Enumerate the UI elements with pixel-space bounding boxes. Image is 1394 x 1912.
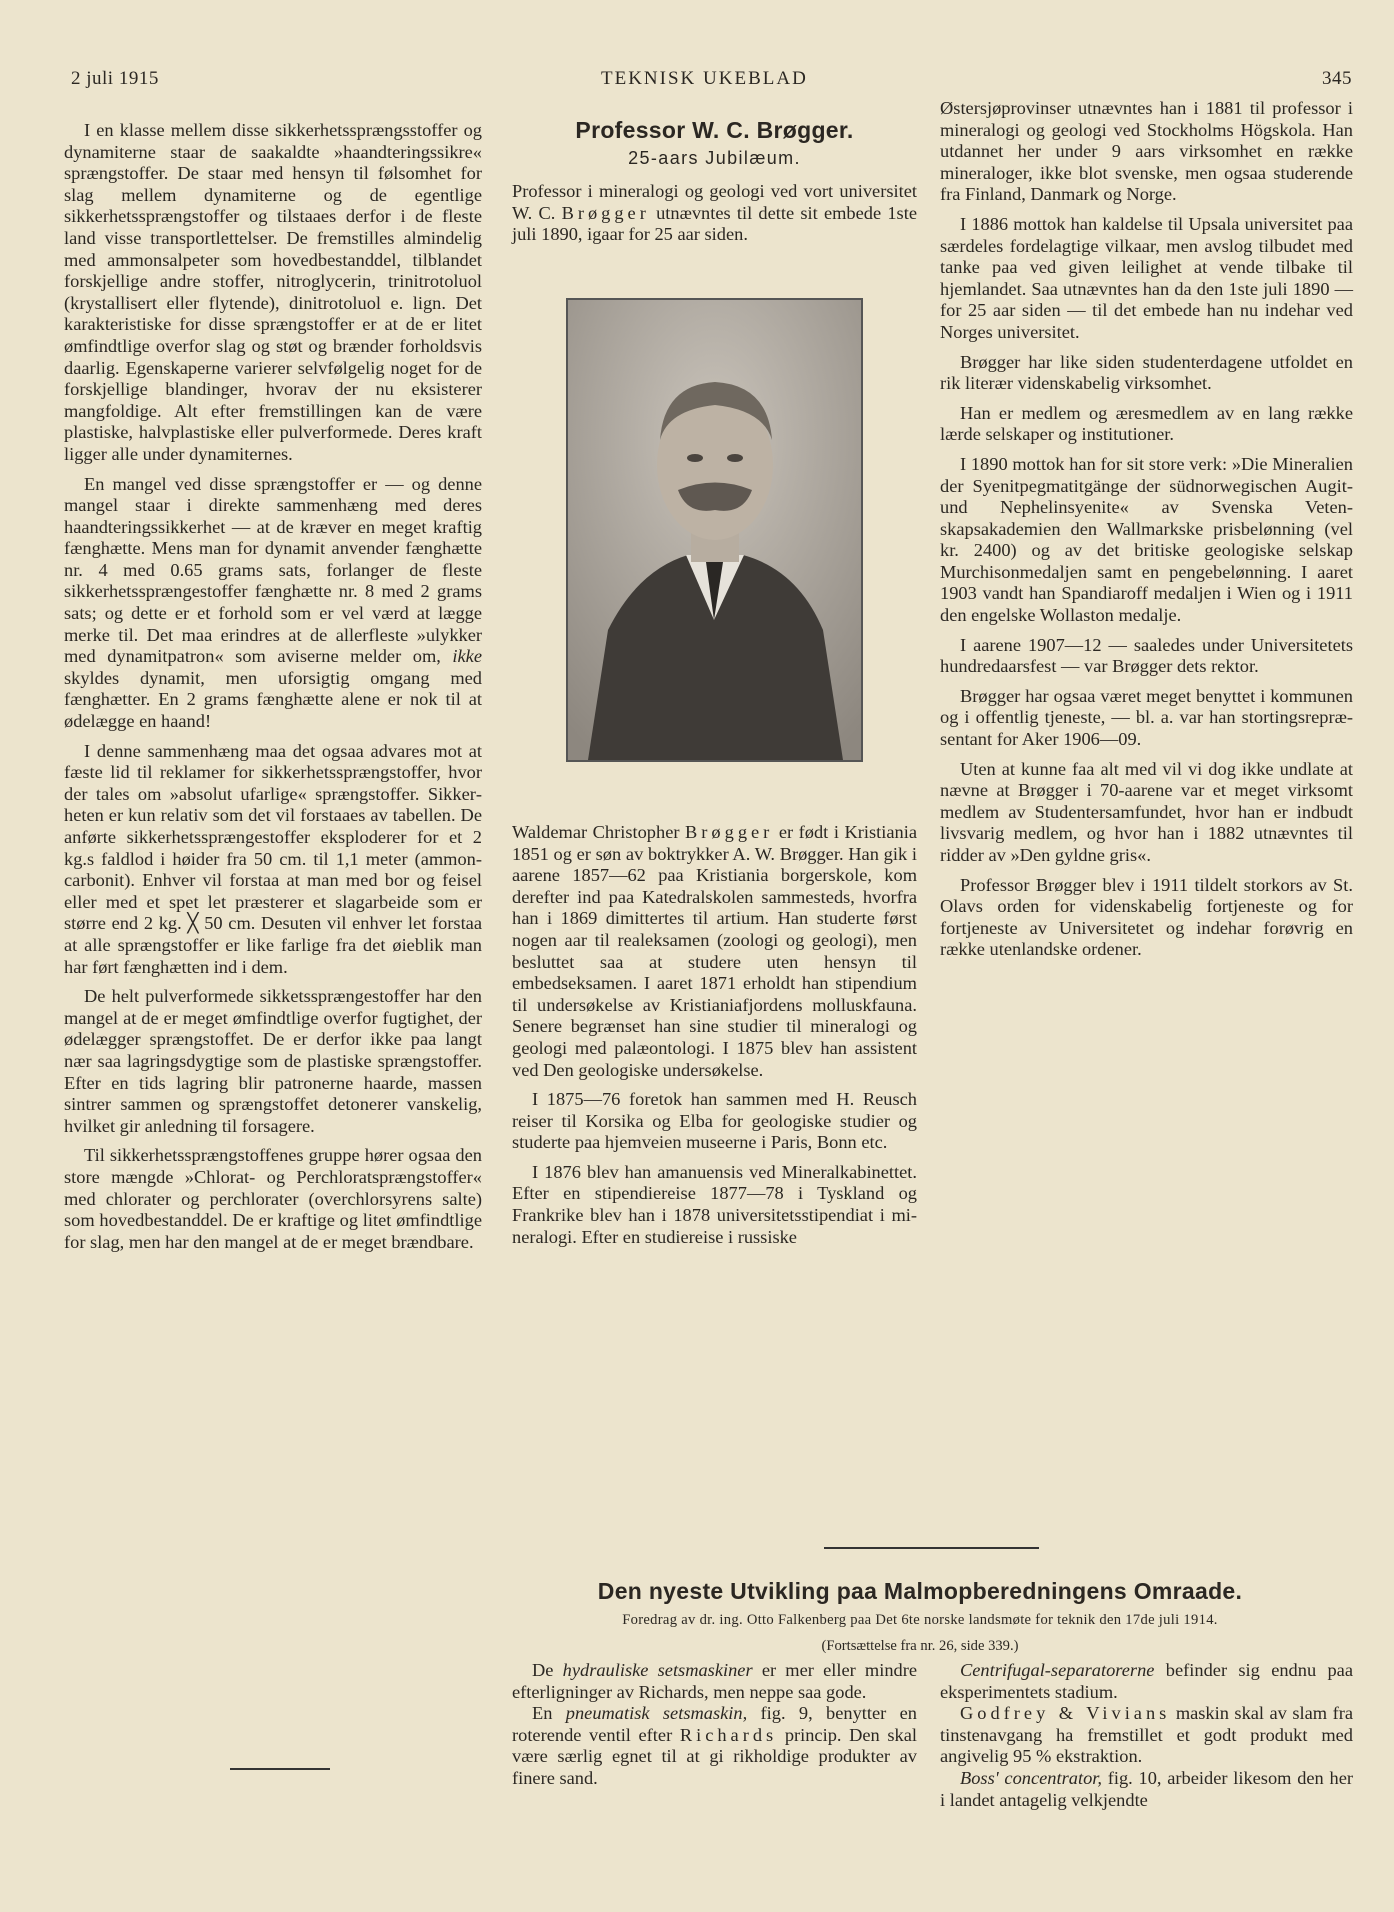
paragraph: I aarene 1907—12 — saaledes under Universitetets hundredaarsfest — var Brøgger dets rektor. — [940, 634, 1353, 677]
paragraph: Centrifugal-separatorerne befinder sig endnu paa eksperimentets stadium. — [940, 1660, 1353, 1702]
column-end-rule — [230, 1768, 330, 1770]
right-column — [940, 98, 1353, 969]
paragraph: Waldemar Christopher Brøgger er født i Kristiania 1851 og er søn av boktrykker A. W. Brøgger. Han gik i aarene 1857—62 paa Kristiania borgerskole, kom derefter ind paa Katedralskolen sammesteds, hvorfra han i 1869 dimittertes til artium. Han studerte først nogen aar til realeksamen (zoologi og geologi), men besluttet saa at studere uten hensyn til embedseksamen. I aaret 1871 erholdt han stipendium til undersøkelse av Kristianiafjordens molluskfauna. Senere begrænset han sine studier til mineralogi og geologi med palæontologi. I 1875 blev han assistent ved Den geologiske undersøkelse. — [512, 821, 917, 1080]
paragraph: I 1876 blev han amanuensis ved Mineralkabinettet. Efter en stipendiereise 1877—78 i Tyskland og Frankrike blev han i 1878 universitetsstipendiat i mineralogi. Efter en studiereise i russiske — [512, 1161, 917, 1247]
article-lead: Professor i mineralogi og geologi ved vort universitet W. C. Brøgger utnævntes til dette sit embede 1ste juli 1890, igaar for 25 aar siden. — [512, 181, 917, 245]
paragraph: I 1875—76 foretok han sammen med H. Reusch reiser til Korsika og Elba for geologiske studier og studerte paa hjemveien museerne i Paris, Bonn etc. — [512, 1089, 917, 1153]
paragraph: Professor Brøgger blev i 1911 tildelt storkors av St. Olavs orden for videnskabelig fortjeneste og for fortjeneste av Universitetet og indehar forøvrig en række utenlandske ordener. — [940, 874, 1353, 960]
bottom-right-column — [940, 1660, 1353, 1811]
bottom-left-column — [512, 1660, 917, 1790]
portrait-illustration — [568, 300, 861, 760]
page-number: 345 — [1322, 68, 1352, 89]
paragraph: I 1886 mottok han kaldelse til Upsala universitet paa særdeles fordelagtige vilkaar, men avslog tilbudet med tanke paa ved given leilighet at vende tilbake til hjemlandet. Saa utnævntes han da den 1ste juli 1890 — for 25 aar siden — til det embede han nu indehar ved Norges universitet. — [940, 213, 1353, 342]
paragraph: Godfrey & Vivians maskin skal av slam fra tinstenavgang ha fremstillet et godt produkt med angivelig 95 % ekstraktion. — [940, 1703, 1353, 1767]
portrait-photo — [566, 298, 863, 762]
paragraph: Til sikkerhetssprængstoffenes gruppe hører ogsaa den store mængde »Chlorat- og Perchloratsprængstoffer« med chlorater og perchlorater (overchlorsyrens salte) som hovedbestanddel. De er kraftige og litet ømfindtlige for slag, men har den mangel at de er meget brændbare. — [64, 1145, 482, 1252]
bottom-article-title: Den nyeste Utvikling paa Malmopberedningens Omraade. — [597, 1578, 1243, 1604]
paragraph: De helt pulverformede sikketssprængestoffer har den mangel at de er meget ømfindtlige overfor fugtighet, der ødelægger sprængstoffet. De er derfor ikke paa langt nær saa lagringsdygtige som de plastiske sprængstoffer. Efter en tids lagring blir patronerne haarde, massen sintrer sammen og sprængstoffet detonerer vanskelig, hvilket gir anledning til forsagere. — [64, 986, 482, 1136]
paragraph: I 1890 mottok han for sit store verk: »Die Mineralien der Syenitpegmatitgänge der südnorwegischen Augit- und Nephelinsyenite« av Svenska Vetenskapsakademien den Wallmarkske prisbelønning (vel kr. 2400) og av det britiske geologiske selskap Murchisonmedaljen samt en pengebelønning. I aaret 1903 vandt han Spandiaroff medaljen i Wien og i 1911 den engelske Wollaston medalje. — [940, 453, 1353, 626]
paragraph: En pneumatisk setsmaskin, fig. 9, benytter en roterende ventil efter Richards princip. Den skal være særlig egnet til at gi rikholdige produkter av finere sand. — [512, 1703, 917, 1788]
left-column — [64, 120, 482, 1261]
paragraph: I en klasse mellem disse sikkerhetssprængsstoffer og dynamiterne staar de saakaldte »haandteringssikre« sprængstoffer. De staar med hensyn til følsomhet for slag mellem dynamiterne og de egentlige sikkerhetssprængstoffer og tilstaaes derfor i de fleste land visse transportlettelser. De fremstilles almindelig med ammonsalpeter som hovedbestanddel, tilblandet forskjellige andre stoffer, nitroglycerin, trinitrotoluol (krystallisert eller flytende), dinitrotoluol e. lign. Det karakteristiske for disse sprængstoffer er at de er litet ømfindtlige overfor slag og støt og brænder forholdsvis daarlig. Egenskaperne varierer selvfølgelig noget for de forskjellige blandinger, hvorav der nu eksisterer mangfoldige. Alt efter fremstillingen kan de være plastiske, halvplastiske eller pulverformede. Deres kraft ligger alle under dynamiternes. — [64, 120, 482, 464]
section-divider — [824, 1547, 1039, 1549]
continuation-note: (Fortsættelse fra nr. 26, side 339.) — [821, 1638, 1019, 1654]
paragraph: I denne sammenhæng maa det ogsaa advares mot at fæste lid til reklamer for sikkerhetssprængstoffer, hvor der tales om »absolut ufarlige« sprængstoffer. Sikkerheten er kun relativ som det vil forstaaes av tabellen. De anførte sikkerhetssprængestoffer eksploderer for et 2 kg.s faldlod i høider fra 50 cm. til 1,1 meter (ammoncarbonit). Enhver vil forstaa at man med bor og feisel eller med et spet let præsterer et slagarbeide som er større end 2 kg. ╳ 50 cm. Desuten vil enhver let forstaa at alle sprængstoffer er like farlige fra det øieblik man har ført fænghætten ind i dem. — [64, 740, 482, 977]
article-title: Professor W. C. Brøgger. — [575, 117, 854, 143]
paragraph: Brøgger har ogsaa været meget benyttet i kommunen og i offentlig tjeneste, — bl. a. var han stortingsrepræsentant for Aker 1906—09. — [940, 685, 1353, 750]
article-subtitle: 25-aars Jubilæum. — [628, 147, 801, 168]
middle-column — [512, 117, 917, 1256]
paragraph: De hydrauliske setsmaskiner er mer eller mindre efterligninger av Richards, men neppe saa gode. — [512, 1660, 918, 1702]
page-date: 2 juli 1915 — [71, 68, 159, 89]
paragraph: Uten at kunne faa alt med vil vi dog ikke undlate at nævne at Brøgger i 70-aarene var et meget virksomt medlem av Studentersamfundet, hvor han er indbudt livsvarig medlem, og hvor han i 1882 utnævntes til ridder av »Den gyldne gris«. — [940, 758, 1353, 865]
paragraph: Østersjøprovinser utnævntes han i 1881 til professor i mineralogi og geologi ved Stockholms Högskola. Han utdannet her under 9 aars virksomhet en række mineraloger, ikke blot svenske, men ogsaa studerende fra Finland, Danmark og Norge. — [940, 98, 1353, 205]
paragraph: Han er medlem og æresmedlem av en lang række lærde selskaper og institutioner. — [940, 402, 1353, 445]
paragraph: En mangel ved disse sprængstoffer er — og denne mangel staar i direkte sammenhæng med deres haandteringssikkerhet — at de kræver en meget kraftig fænghætte. Mens man for dynamit anvender fænghætte nr. 4 med 0.65 grams sats, forlanger de fleste sikkerhetssprængestoffer fænghætte nr. 8 med 2 grams sats; og dette er et forhold som er vel værd at lægge merke til. Det maa erindres at de allerfleste »ulykker med dynamitpatron« som aviserne melder om, ikke skyldes dynamit, men uforsigtig omgang med fænghætter. En 2 grams fænghætte alene er nok til at ødelægge en haand! — [64, 473, 482, 732]
paragraph: Boss' concentrator, fig. 10, arbeider likesom den her i landet antagelig velkjendte — [940, 1767, 1353, 1810]
paragraph: Brøgger har like siden studenterdagene utfoldet en rik literær videnskabelig virksomhet. — [940, 351, 1353, 394]
bottom-article-subtitle: Foredrag av dr. ing. Otto Falkenberg paa Det 6te norske landsmøte for teknik den 17de juli 1914. — [622, 1612, 1218, 1628]
journal-title: TEKNISK UKEBLAD — [601, 68, 808, 89]
